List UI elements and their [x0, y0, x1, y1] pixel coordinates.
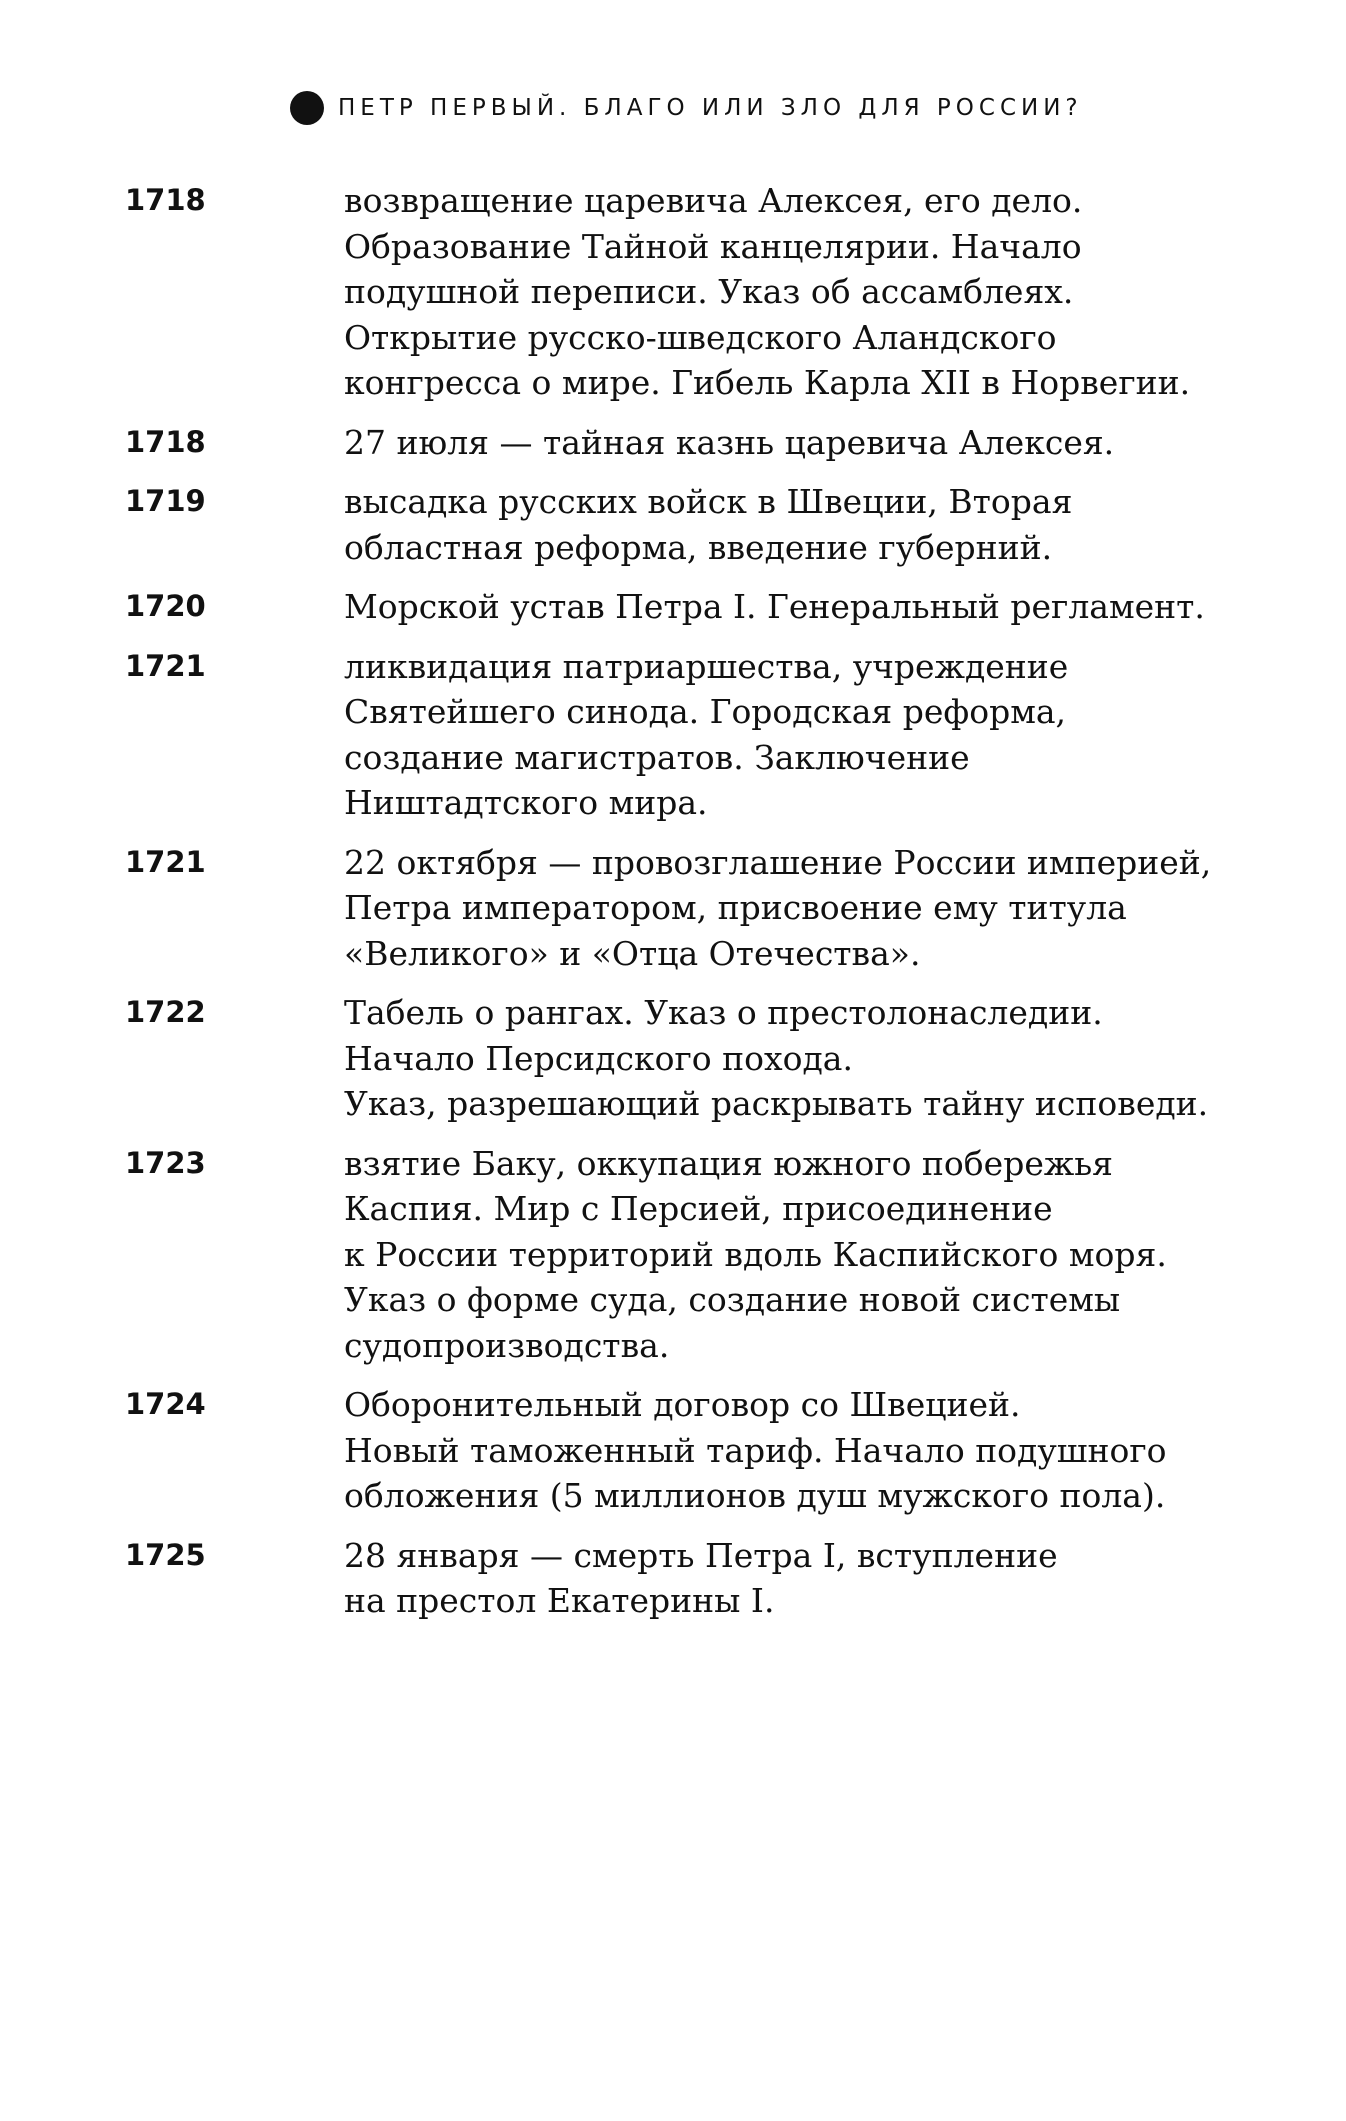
entry-text-line: высадка русских войск в Швеции, Вторая: [344, 482, 1073, 521]
entry-year: 1718: [125, 424, 206, 459]
entry-text-line: Указ о форме суда, создание новой системы: [344, 1280, 1121, 1319]
entry-year: 1724: [125, 1387, 206, 1421]
entry-description: [344, 1141, 1334, 1369]
chronology-list: [0, 178, 1346, 1638]
entry-year: 1723: [125, 1145, 206, 1180]
entry-text-line: Петра императором, присвоение ему титула: [344, 888, 1127, 927]
chronology-entry: [0, 1141, 1346, 1369]
entry-year: 1721: [125, 648, 206, 683]
entry-description: [344, 644, 1334, 826]
entry-year: 1719: [125, 484, 206, 518]
entry-text-line: «Великого» и «Отца Отечества».: [344, 933, 921, 973]
chronology-entry: [0, 479, 1346, 570]
entry-text-line: областная реформа, введение губерний.: [344, 527, 1053, 567]
entry-text-line: конгресса о мире. Гибель Карла XII в Норвегии.: [344, 363, 1191, 402]
entry-text-line: Табель о рангах. Указ о престолонаследии.: [344, 993, 1103, 1032]
entry-description: [344, 1382, 1334, 1519]
entry-text-line: Новый таможенный тариф. Начало подушного: [344, 1430, 1167, 1470]
entry-year: 1718: [125, 183, 206, 217]
entry-text-line: к России территорий вдоль Каспийского моря.: [344, 1234, 1167, 1274]
entry-text-line: Ништадтского мира.: [344, 783, 708, 822]
entry-text-line: возвращение царевича Алексея, его дело.: [344, 181, 1083, 220]
entry-description: [344, 584, 1334, 630]
entry-description: [344, 479, 1334, 570]
entry-year: 1720: [125, 589, 206, 623]
entry-text-line: Морской устав Петра I. Генеральный регламент.: [344, 587, 1205, 626]
entry-text-line: Указ, разрешающий раскрывать тайну исповеди.: [344, 1084, 1209, 1123]
entry-text-line: ликвидация патриаршества, учреждение: [344, 646, 1069, 686]
entry-text-line: Оборонительный договор со Швецией.: [344, 1385, 1021, 1424]
entry-description: [344, 990, 1334, 1127]
running-head-title: ПЕТР ПЕРВЫЙ. БЛАГО ИЛИ ЗЛО ДЛЯ РОССИИ?: [338, 95, 1083, 121]
entry-text-line: взятие Баку, оккупация южного побережья: [344, 1143, 1113, 1183]
bullet-dot-icon: [290, 91, 324, 125]
entry-text-line: 22 октября — провозглашение России империей,: [344, 842, 1212, 882]
entry-description: [344, 420, 1334, 466]
chronology-entry: [0, 644, 1346, 826]
entry-text-line: Каспия. Мир с Персией, присоединение: [344, 1189, 1053, 1228]
running-head: [290, 88, 1083, 128]
entry-text-line: на престол Екатерины I.: [344, 1581, 775, 1620]
chronology-entry: [0, 840, 1346, 977]
entry-year: 1722: [125, 995, 206, 1029]
entry-description: [344, 840, 1334, 977]
entry-text-line: 28 января — смерть Петра I, вступление: [344, 1535, 1058, 1575]
chronology-entry: [0, 584, 1346, 630]
entry-text-line: судопроизводства.: [344, 1325, 670, 1365]
entry-text-line: подушной переписи. Указ об ассамблеях.: [344, 272, 1074, 311]
entry-description: [344, 178, 1334, 406]
entry-year: 1721: [125, 844, 206, 879]
chronology-entry: [0, 990, 1346, 1127]
entry-text-line: Начало Персидского похода.: [344, 1038, 853, 1078]
chronology-entry: [0, 420, 1346, 466]
entry-text-line: 27 июля — тайная казнь царевича Алексея.: [344, 422, 1115, 462]
chronology-entry: [0, 1533, 1346, 1624]
chronology-entry: [0, 1382, 1346, 1519]
entry-text-line: создание магистратов. Заключение: [344, 737, 970, 777]
entry-year: 1725: [125, 1537, 206, 1572]
entry-text-line: обложения (5 миллионов душ мужского пола).: [344, 1476, 1166, 1515]
entry-description: [344, 1533, 1334, 1624]
entry-text-line: Святейшего синода. Городская реформа,: [344, 692, 1067, 731]
entry-text-line: Образование Тайной канцелярии. Начало: [344, 226, 1082, 266]
chronology-entry: [0, 178, 1346, 406]
entry-text-line: Открытие русско-шведского Аландского: [344, 317, 1057, 357]
